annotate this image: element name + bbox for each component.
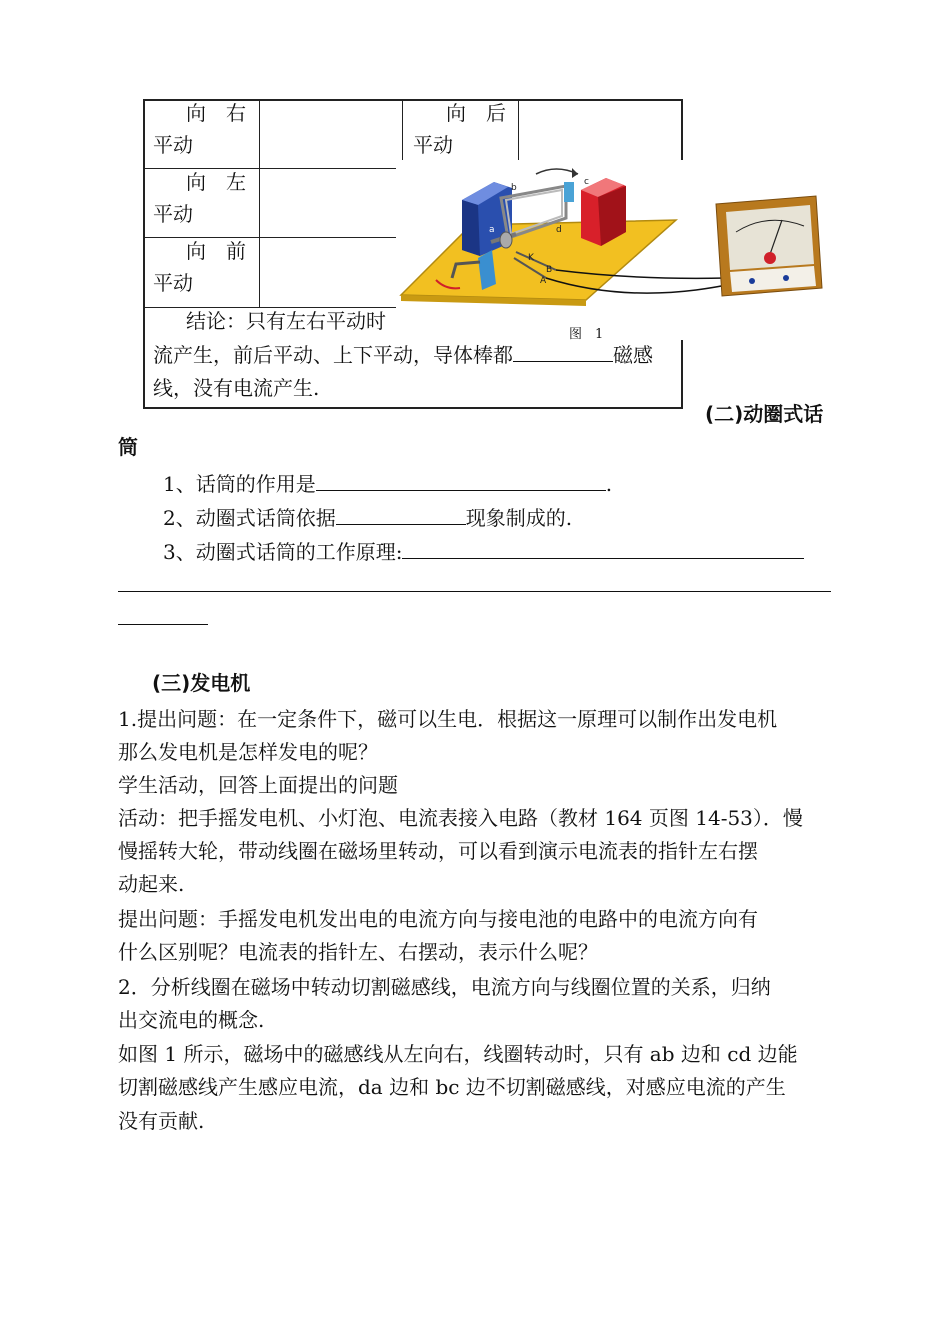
table-row-divider (143, 237, 398, 238)
paragraph-line: 出交流电的概念. (118, 1008, 265, 1032)
answer-blank (316, 472, 606, 491)
question-2 (163, 502, 572, 531)
generator-illustration (396, 160, 826, 325)
answer-blank-line (118, 624, 208, 625)
conclusion-text-part: 磁感 (613, 343, 653, 367)
cell-label: 向 左 (186, 170, 246, 194)
question-text: . (605, 472, 613, 496)
paragraph-line: 动起来. (118, 872, 185, 896)
paragraph-line: 慢摇转大轮，带动线圈在磁场里转动，可以看到演示电流表的指针左右摆 (118, 839, 758, 863)
cell-label: 平动 (413, 133, 453, 157)
table-col-divider (518, 99, 519, 165)
paragraph-line: 提出问题：手摇发电机发出电的电流方向与接电池的电路中的电流方向有 (118, 907, 758, 931)
cell-label: 平动 (153, 133, 193, 157)
paragraph-line: 学生活动，回答上面提出的问题 (118, 773, 398, 797)
cell-label: 平动 (153, 202, 193, 226)
figure-1 (396, 160, 826, 325)
paragraph-line: 什么区别呢？电流表的指针左、右摆动，表示什么呢？ (118, 940, 598, 964)
blank-line (513, 343, 613, 362)
label-K: K (528, 253, 534, 263)
cell-label: 向 后 (446, 101, 506, 125)
label-c: c (584, 177, 589, 187)
table-col-divider (402, 99, 403, 165)
paragraph-line: 没有贡献. (118, 1109, 205, 1133)
conclusion-text: 结论：只有左右平动时 (186, 309, 386, 333)
rotation-arrow (536, 169, 578, 174)
section-heading: (二)动圈式话 (705, 402, 824, 426)
table-border-right (681, 340, 683, 408)
paragraph-line: 1.提出问题：在一定条件下，磁可以生电．根据这一原理可以制作出发电机 (118, 707, 778, 731)
conclusion-text (153, 338, 653, 372)
answer-blank-line (118, 591, 831, 592)
table-col-divider (259, 99, 260, 307)
figure-caption: 图 1 (569, 327, 604, 342)
cell-label: 平动 (153, 271, 193, 295)
section-heading-continued: 筒 (118, 435, 138, 459)
question-1 (163, 468, 612, 497)
cell-label: 向 前 (186, 239, 246, 263)
coil-support (564, 182, 574, 202)
table-border-left (143, 99, 145, 408)
answer-blank (336, 506, 466, 525)
cell-label: 向 右 (186, 101, 246, 125)
conclusion-text: 线，没有电流产生. (153, 376, 320, 400)
question-text: 2、动圈式话筒依据 (163, 506, 336, 530)
label-d: d (556, 225, 562, 235)
question-text: 1、话筒的作用是 (163, 472, 316, 496)
answer-blank (402, 540, 804, 559)
paragraph-line: 如图 1 所示，磁场中的磁感线从左向右，线圈转动时，只有 ab 边和 cd 边能 (118, 1042, 798, 1066)
paragraph-line: 2．分析线圈在磁场中转动切割磁感线，电流方向与线圈位置的关系，归纳 (118, 975, 771, 999)
question-3 (163, 536, 804, 565)
conclusion-text-part: 流产生，前后平动、上下平动，导体棒都 (153, 343, 513, 367)
question-text: 现象制成的. (465, 506, 573, 530)
paragraph-line: 活动：把手摇发电机、小灯泡、电流表接入电路（教材 164 页图 14-53）．慢 (118, 806, 803, 830)
table-border-bottom (143, 407, 683, 409)
label-A: A (540, 276, 547, 286)
label-B: B (546, 265, 553, 275)
question-text: 3、动圈式话筒的工作原理: (163, 540, 403, 564)
paragraph-line: 那么发电机是怎样发电的呢？ (118, 740, 378, 764)
table-row-divider (143, 168, 398, 169)
paragraph-line: 切割磁感线产生感应电流，da 边和 bc 边不切割磁感线，对感应电流的产生 (118, 1075, 786, 1099)
galvanometer (716, 196, 822, 296)
table-border-right (681, 99, 683, 165)
label-b: b (511, 183, 517, 193)
section-heading: (三)发电机 (152, 671, 251, 695)
label-a: a (489, 225, 495, 235)
